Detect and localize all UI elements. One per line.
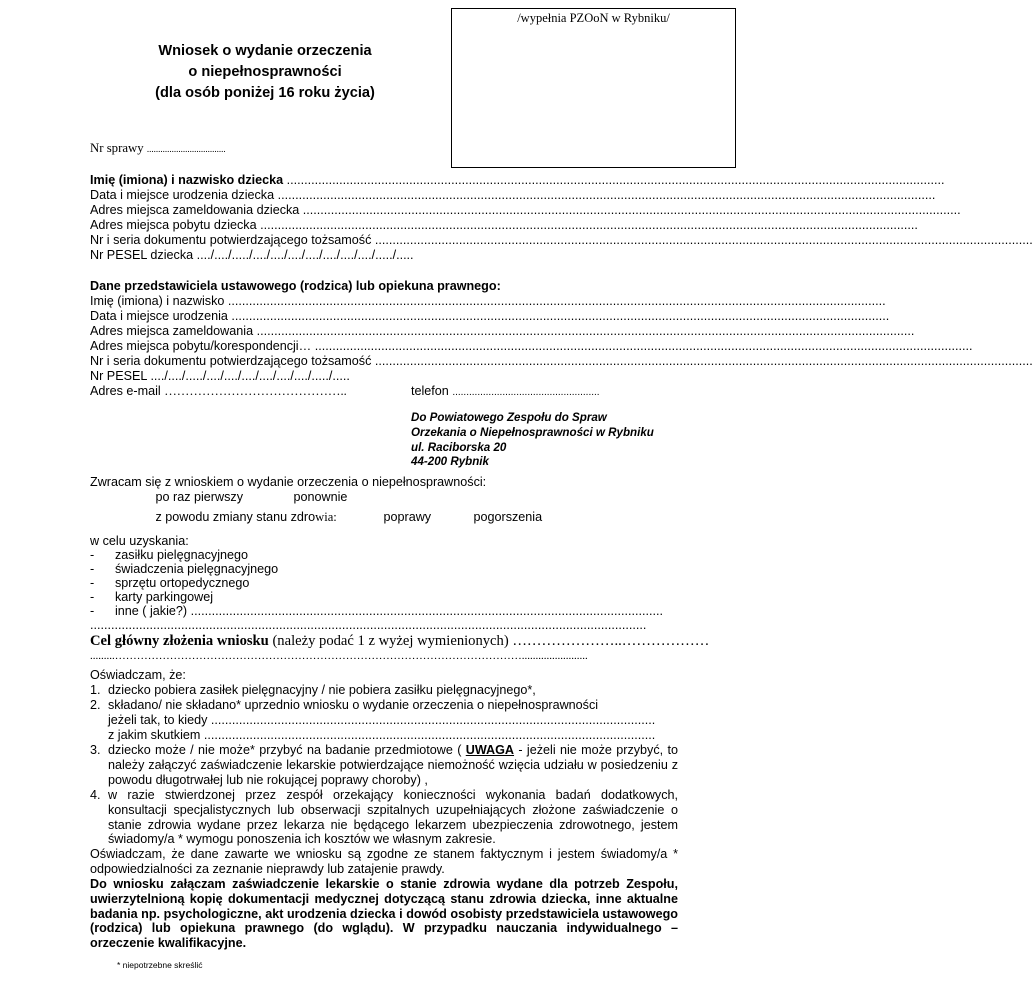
addressee-line-4: 44-200 Rybnik (411, 455, 489, 469)
addressee-line-3: ul. Raciborska 20 (411, 440, 507, 454)
item-number: 1. (90, 683, 101, 697)
option-improvement[interactable] (366, 509, 431, 526)
child-pesel-dots: ..../..../...../..../..../..../..../..../..../..../...../..... (196, 248, 414, 262)
guardian-registered-dots: ............................................................................................................................................................................................ (256, 324, 915, 338)
option-improvement-label: poprawy (383, 510, 432, 524)
purpose-item-label: karty parkingowej (115, 590, 213, 604)
declaration-item-3-pre: dziecko może / nie może* przybyć na badanie przedmiotowe ( (108, 743, 466, 757)
guardian-phone-field[interactable] (411, 383, 600, 401)
option-change-label: z powodu zmiany stanu zdro (155, 510, 316, 524)
child-id-label: Nr i seria dokumentu potwierdzającego tożsamość (90, 233, 372, 247)
child-registered-dots: ............................................................................................................................................................................................ (302, 203, 961, 217)
option-worsening-label: pogorszenia (473, 510, 543, 524)
declaration-item-4: w razie stwierdzonej przez zespół orzekający konieczności wykonania badań dodatkowych, konsultacji specjalistycznych lub obserwacji szpitalnych uzupełniających złożone zaświadczenie o stanie zdrowia wydane przez lekarza nie będącego lekarzem ubezpieczenia zdrowotnego, jestem świadomy/a * wymogu ponoszenia ich kosztów we własnym zakresie. (108, 788, 678, 847)
purpose-item (90, 548, 249, 562)
guardian-registered-label: Adres miejsca zameldowania (90, 324, 254, 338)
document-title (100, 41, 430, 104)
declaration-intro: Oświadczam, że: (90, 668, 186, 682)
list-dash: - (90, 562, 95, 576)
declaration-item-2: składano/ nie składano* uprzednio wniosku o wydanie orzeczenia o niepełnosprawności (108, 698, 599, 712)
declaration-item-1: dziecko pobiera zasiłek pielęgnacyjny / nie pobiera zasiłku pielęgnacyjnego*, (108, 683, 536, 697)
child-pesel-field[interactable] (90, 247, 414, 264)
case-number-dots: ................................... (146, 144, 226, 154)
list-dash: - (90, 548, 95, 562)
purpose-intro: w celu uzyskania: (90, 534, 189, 548)
guardian-email-field[interactable] (90, 383, 347, 400)
request-intro: Zwracam się z wnioskiem o wydanie orzeczenia o niepełnosprawności: (90, 475, 487, 489)
purpose-item-other-label: inne ( jakie?) ....................................................................................................................................... (115, 604, 663, 618)
guardian-id-label: Nr i seria dokumentu potwierdzającego tożsamość (90, 354, 372, 368)
guardian-email-label: Adres e-mail (90, 384, 161, 398)
guardian-birth-dots: ............................................................................................................................................................................................ (231, 309, 890, 323)
child-name-label: Imię (imiona) i nazwisko dziecka (90, 173, 284, 187)
child-id-dots: ............................................................................................................................................................................................ (374, 233, 1033, 247)
option-change-label-tail: wia: (315, 510, 337, 524)
addressee-line-1: Do Powiatowego Zespołu do Spraw (411, 411, 607, 424)
case-number-label: Nr sprawy (90, 141, 144, 155)
option-worsening[interactable] (456, 509, 542, 526)
child-name-dots: ............................................................................................................................................................................................ (286, 173, 945, 187)
purpose-item (90, 576, 250, 590)
option-change[interactable] (138, 509, 337, 526)
child-stay-dots: ............................................................................................................................................................................................ (260, 218, 918, 232)
option-first-time[interactable] (138, 489, 243, 506)
guardian-pesel-label: Nr PESEL (90, 369, 147, 383)
attachments-statement: Do wniosku załączam zaświadczenie lekarskie o stanie zdrowia wydane dla potrzeb Zespołu, uwierzytelnioną kopię dokumentacji medycznej dotyczącą stanu zdrowia dziecka, inne aktualne badania np. psychologiczne, akt urodzenia dziecka i dowód osobisty przedstawiciela ustawowego (rodzica) lub opiekuna prawnego (do wglądu). W przypadku nauczania indywidualnego – orzeczenie kwalifikacyjne. (90, 877, 678, 951)
option-again[interactable] (276, 489, 347, 506)
office-use-label: /wypełnia PZOoN w Rybniku/ (517, 11, 670, 25)
title-line-1: Wniosek o wydanie orzeczenia (158, 43, 372, 59)
declaration-item-2-result[interactable]: z jakim skutkiem ................................................................................................................................. (108, 728, 656, 742)
guardian-id-dots: ............................................................................................................................................................................................ (374, 354, 1033, 368)
purpose-continuation-dots[interactable]: ............................................................................................................................................................... (90, 618, 647, 632)
guardian-pesel-dots: ..../..../...../..../..../..../..../..../..../...../..... (150, 369, 350, 383)
option-first-time-label: po raz pierwszy (155, 490, 243, 504)
child-pesel-label: Nr PESEL dziecka (90, 248, 194, 262)
purpose-item-label: zasiłku pielęgnacyjnego (115, 548, 249, 562)
main-goal-label: Cel główny złożenia wniosku (90, 633, 269, 649)
purpose-item (90, 562, 279, 576)
footnote: * niepotrzebne skreślić (117, 960, 203, 970)
child-birth-dots: ............................................................................................................................................................................................ (277, 188, 936, 202)
guardian-stay-label: Adres miejsca pobytu/korespondencji… (90, 339, 312, 353)
guardian-heading: Dane przedstawiciela ustawowego (rodzica) lub opiekuna prawnego: (90, 279, 501, 293)
list-dash: - (90, 604, 95, 618)
guardian-name-label: Imię (imiona) i nazwisko (90, 294, 225, 308)
list-dash: - (90, 590, 95, 604)
purpose-item-other[interactable] (90, 604, 678, 618)
child-registered-label: Adres miejsca zameldowania dziecka (90, 203, 300, 217)
declaration-item-3 (108, 743, 678, 787)
declaration-item-3-post: - jeżeli nie może przybyć, to należy załączyć zaświadczenie lekarskie potwierdzające niemożność wzięcia udziału w posiedzeniu z powodu długotrwałej lub nie rokującej poprawy choroby) , (108, 743, 678, 787)
guardian-name-dots: ............................................................................................................................................................................................ (227, 294, 886, 308)
option-again-label: ponownie (293, 490, 348, 504)
title-line-2: o niepełnosprawności (188, 64, 342, 80)
guardian-email-dots: …………………………………….. (164, 384, 347, 398)
title-line-3: (dla osób poniżej 16 roku życia) (155, 85, 375, 101)
warning-label: UWAGA (465, 743, 515, 757)
item-number: 4. (90, 788, 101, 802)
addressee-line-2: Orzekania o Niepełnosprawności w Rybniku (411, 425, 654, 439)
addressee-block (411, 411, 654, 470)
case-number-field[interactable] (90, 141, 226, 156)
purpose-item-label: świadczenia pielęgnacyjnego (115, 562, 279, 576)
guardian-phone-dots: ..................................................... (452, 387, 600, 398)
child-birth-label: Data i miejsce urodzenia dziecka (90, 188, 275, 202)
main-goal-dots[interactable]: .........…………………………………………………………………………………………………........................ (90, 650, 588, 662)
item-number: 3. (90, 743, 101, 757)
child-stay-label: Adres miejsca pobytu dziecka (90, 218, 257, 232)
guardian-stay-dots: ............................................................................................................................................................................................ (314, 339, 973, 353)
declaration-item-2-when[interactable]: jeżeli tak, to kiedy ............................................................................................................................... (108, 713, 656, 727)
guardian-phone-label: telefon (411, 384, 449, 398)
list-dash: - (90, 576, 95, 590)
truth-declaration: Oświadczam, że dane zawarte we wniosku są zgodne ze stanem faktycznym i jestem świadomy/a * odpowiedzialności za zeznanie nieprawdy lub zatajenie prawdy. (90, 847, 678, 876)
main-goal-note: (należy podać 1 z wyżej wymienionych) …………………..……………… (268, 633, 710, 649)
purpose-item-label: sprzętu ortopedycznego (115, 576, 250, 590)
purpose-item (90, 590, 213, 604)
guardian-birth-label: Data i miejsce urodzenia (90, 309, 228, 323)
office-use-box (451, 8, 736, 168)
item-number: 2. (90, 698, 101, 712)
